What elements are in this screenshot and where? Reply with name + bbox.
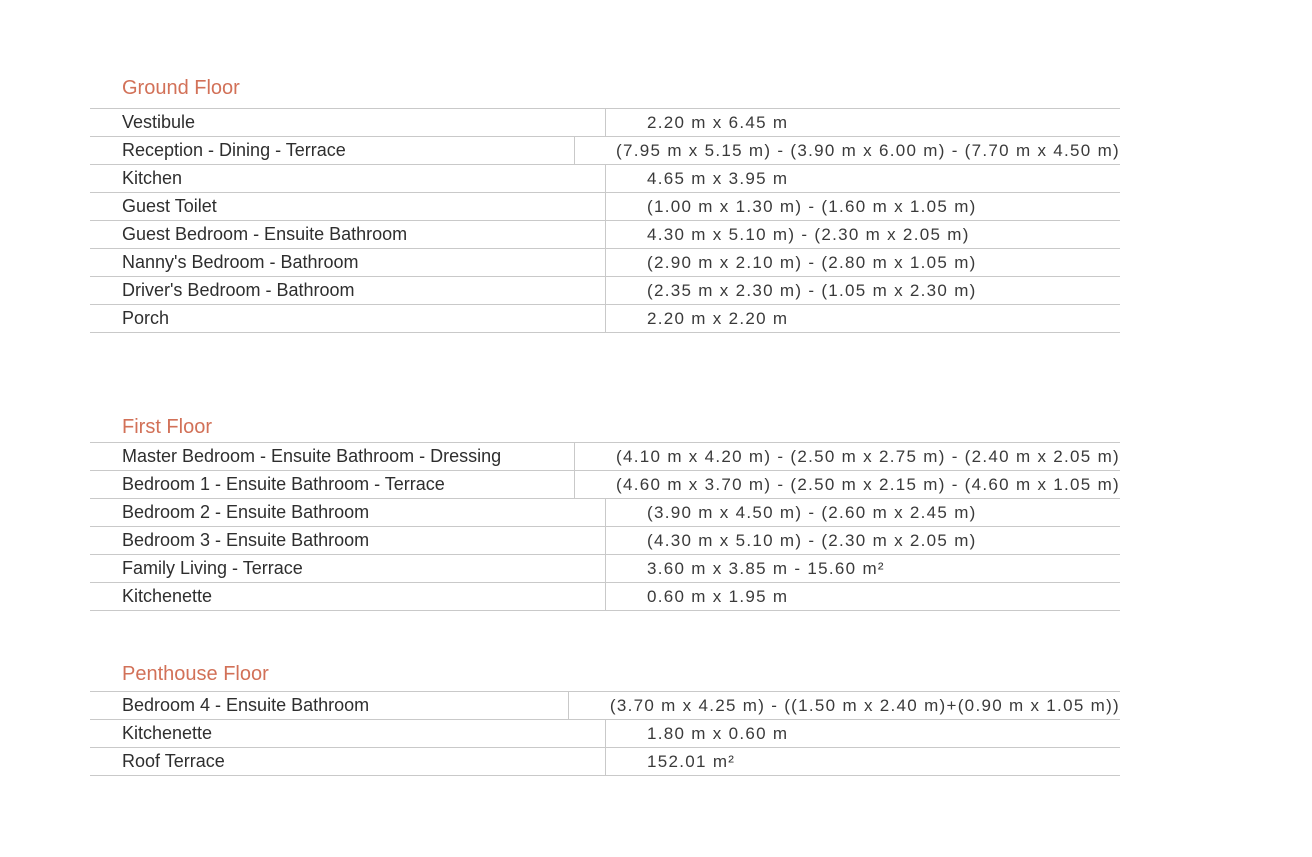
room-dimensions: (4.30 m x 5.10 m) - (2.30 m x 2.05 m)	[647, 530, 977, 550]
room-name: Kitchenette	[90, 583, 606, 610]
table-row	[90, 221, 1120, 249]
table-row	[90, 471, 1120, 499]
table-row	[90, 277, 1120, 305]
section-title: First Floor	[122, 416, 212, 438]
room-name: Kitchenette	[90, 720, 606, 747]
room-name: Roof Terrace	[90, 748, 606, 775]
room-dimensions: (4.60 m x 3.70 m) - (2.50 m x 2.15 m) - (4.60 m x 1.05 m)	[616, 474, 1120, 494]
room-name: Driver's Bedroom - Bathroom	[90, 277, 606, 304]
table-row	[90, 109, 1120, 137]
room-name: Guest Toilet	[90, 193, 606, 220]
penthouse-floor-section	[90, 662, 1120, 776]
room-name: Guest Bedroom - Ensuite Bathroom	[90, 221, 606, 248]
room-name: Bedroom 1 - Ensuite Bathroom - Terrace	[90, 471, 575, 498]
room-dimensions: 152.01 m²	[647, 751, 736, 771]
ground-floor-section	[90, 76, 1120, 333]
table-row	[90, 692, 1120, 720]
room-name: Vestibule	[90, 109, 606, 136]
room-name: Nanny's Bedroom - Bathroom	[90, 249, 606, 276]
table-row	[90, 249, 1120, 277]
room-name: Kitchen	[90, 165, 606, 192]
room-table	[90, 691, 1120, 776]
room-dimensions: (2.35 m x 2.30 m) - (1.05 m x 2.30 m)	[647, 280, 977, 300]
section-title: Ground Floor	[122, 77, 240, 99]
room-dimensions: (3.70 m x 4.25 m) - ((1.50 m x 2.40 m)+(0.90 m x 1.05 m))	[609, 695, 1120, 715]
room-dimensions: 4.30 m x 5.10 m) - (2.30 m x 2.05 m)	[647, 224, 970, 244]
room-name: Bedroom 4 - Ensuite Bathroom	[90, 692, 569, 719]
room-dimensions: 2.20 m x 6.45 m	[647, 112, 789, 132]
first-floor-section	[90, 415, 1120, 611]
table-row	[90, 555, 1120, 583]
room-name: Reception - Dining - Terrace	[90, 137, 575, 164]
table-row	[90, 527, 1120, 555]
room-name: Porch	[90, 305, 606, 332]
room-dimensions: 0.60 m x 1.95 m	[647, 586, 789, 606]
table-row	[90, 193, 1120, 221]
room-dimensions: (3.90 m x 4.50 m) - (2.60 m x 2.45 m)	[647, 502, 977, 522]
room-table	[90, 442, 1120, 611]
room-dimensions: (1.00 m x 1.30 m) - (1.60 m x 1.05 m)	[647, 196, 977, 216]
room-dimensions: 1.80 m x 0.60 m	[647, 723, 789, 743]
room-dimensions: (7.95 m x 5.15 m) - (3.90 m x 6.00 m) - (7.70 m x 4.50 m)	[616, 140, 1120, 160]
table-row	[90, 583, 1120, 611]
room-dimensions: 4.65 m x 3.95 m	[647, 168, 789, 188]
table-row	[90, 165, 1120, 193]
table-row	[90, 305, 1120, 333]
room-dimensions: (2.90 m x 2.10 m) - (2.80 m x 1.05 m)	[647, 252, 977, 272]
room-table	[90, 108, 1120, 333]
room-name: Family Living - Terrace	[90, 555, 606, 582]
room-dimensions: 2.20 m x 2.20 m	[647, 308, 789, 328]
table-row	[90, 443, 1120, 471]
room-name: Master Bedroom - Ensuite Bathroom - Dressing	[90, 443, 575, 470]
room-name: Bedroom 3 - Ensuite Bathroom	[90, 527, 606, 554]
table-row	[90, 720, 1120, 748]
table-row	[90, 499, 1120, 527]
section-title: Penthouse Floor	[122, 663, 269, 685]
table-row	[90, 748, 1120, 776]
room-name: Bedroom 2 - Ensuite Bathroom	[90, 499, 606, 526]
table-row	[90, 137, 1120, 165]
room-dimensions: 3.60 m x 3.85 m - 15.60 m²	[647, 558, 885, 578]
room-dimensions: (4.10 m x 4.20 m) - (2.50 m x 2.75 m) - (2.40 m x 2.05 m)	[616, 446, 1120, 466]
